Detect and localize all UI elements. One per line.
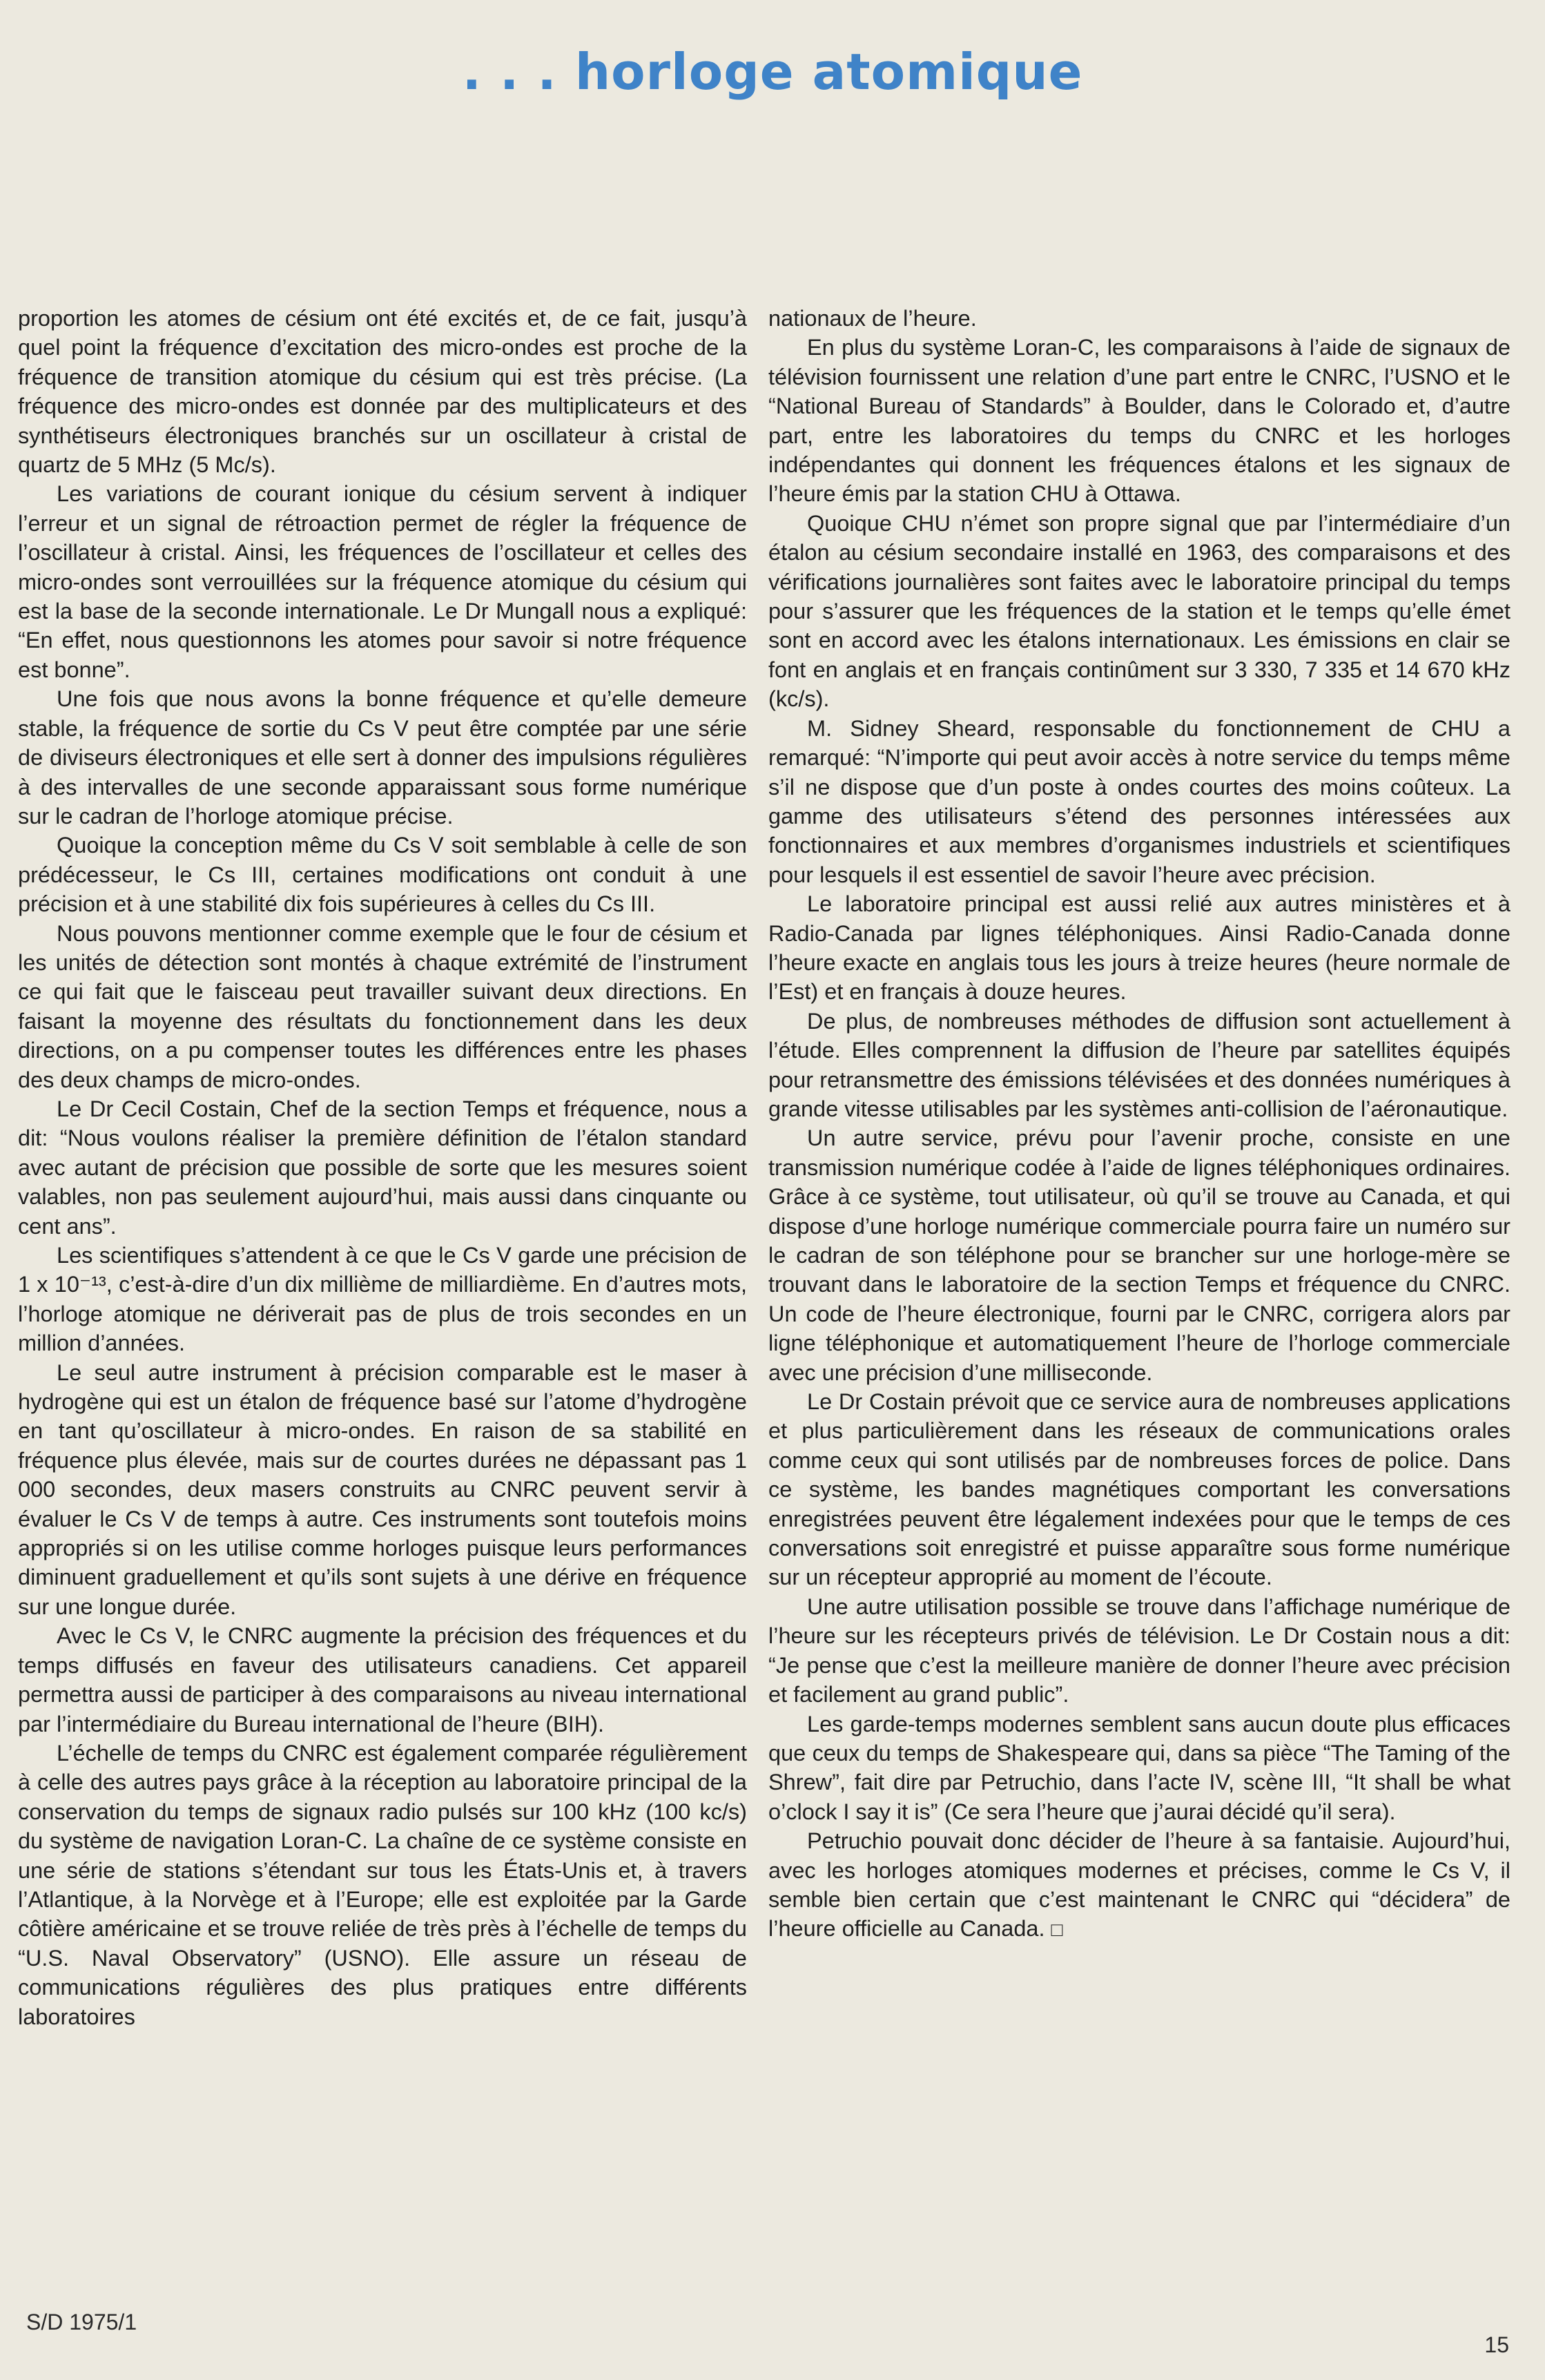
paragraph: Le Dr Cecil Costain, Chef de la section Temps et fréquence, nous a dit: “Nous voulons réaliser la première définition de l’étalon standard avec autant de précision que possible de sorte que les mesures soient valables, non pas seulement aujourd’hui, mais aussi dans cinquante ou cent ans”. bbox=[18, 1096, 747, 1239]
paragraph: Un autre service, prévu pour l’avenir proche, consiste en une transmission numérique codée à l’aide de lignes téléphoniques ordinaires. Grâce à ce système, tout utilisateur, où qu’il se trouve au Canada, et qui dispose d’une horloge numérique commerciale pourra faire un numéro sur le cadran de son téléphone pour se brancher sur une horloge-mère se trouvant dans le laboratoire de la section Temps et fréquence du CNRC. Un code de l’heure électronique, fourni par le CNRC, corrigera alors par ligne téléphonique et automatiquement l’heure de l’horloge commerciale avec une précision d’une milliseconde. bbox=[768, 1125, 1510, 1385]
paragraph: Les scientifiques s’attendent à ce que le Cs V garde une précision de 1 x 10⁻¹³, c’est-à-dire d’un dix millième de milliardième. En d’autres mots, l’horloge atomique ne dériverait pas de plus de trois secondes en un million d’années. bbox=[18, 1243, 747, 1356]
paragraph: nationaux de l’heure. bbox=[768, 306, 977, 331]
paragraph: Quoique CHU n’émet son propre signal que par l’intermédiaire d’un étalon au césium secondaire installé en 1963, des comparaisons et des vérifications journalières sont faites avec le laboratoire principal du temps pour s’assurer que les fréquences de la station et le temps qu’elle émet sont en accord avec les étalons internationaux. Les émissions en clair se font en anglais et en français continûment sur 3 330, 7 335 et 14 670 kHz (kc/s). bbox=[768, 510, 1510, 712]
paragraph: En plus du système Loran-C, les comparaisons à l’aide de signaux de télévision fournissent une relation d’une part entre le CNRC, l’USNO et le “National Bureau of Standards” à Boulder, dans le Colorado et, d’autre part, entre les laboratoires du temps du CNRC et les horloges indépendantes qui donnent les fréquences étalons et les signaux de l’heure émis par la station CHU à Ottawa. bbox=[768, 335, 1510, 507]
paragraph: Le seul autre instrument à précision comparable est le maser à hydrogène qui est un étalon de fréquence basé sur l’atome d’hydrogène en tant qu’oscillateur à micro-ondes. En raison de sa stabilité en fréquence plus élevée, mais sur de courtes durées ne dépassant pas 1 000 secondes, deux masers construits au CNRC peuvent servir à évaluer le Cs V de temps à autre. Ces instruments sont toutefois moins appropriés si on les utilise comme horloges puisque leurs performances diminuent graduellement et qu’ils sont sujets à une dérive en fréquence sur une longue durée. bbox=[18, 1360, 747, 1619]
page-number: 15 bbox=[1484, 2332, 1509, 2357]
paragraph: M. Sidney Sheard, responsable du fonctionnement de CHU a remarqué: “N’importe qui peut avoir accès à notre service du temps même s’il ne dispose que d’un poste à ondes courtes des moins coûteux. La gamme des utilisateurs s’étend des personnes intéressées aux fonctionnaires et aux membres d’organismes industriels et scientifiques pour lesquels il est essentiel de savoir l’heure avec précision. bbox=[768, 715, 1510, 887]
paragraph: De plus, de nombreuses méthodes de diffusion sont actuellement à l’étude. Elles comprennent la diffusion de l’heure par satellites équipés pour retransmettre des émissions télévisées et des données numériques à grande vitesse utilisables par les systèmes anti-collision de l’aéronautique. bbox=[768, 1008, 1510, 1121]
paragraph: Le Dr Costain prévoit que ce service aura de nombreuses applications et plus particulièrement dans les réseaux de communications orales comme ceux qui sont utilisés par de nombreuses forces de police. Dans ce système, les bandes magnétiques comportant les conversations enregistrées peuvent être légalement indexées pour que le temps de ces conversations soit enregistré et puisse apparaître sous forme numérique sur un récepteur approprié au moment de l’écoute. bbox=[768, 1389, 1510, 1590]
left-text-column bbox=[18, 304, 747, 2031]
final-paragraph bbox=[768, 1826, 1510, 1945]
paragraph: proportion les atomes de césium ont été excités et, de ce fait, jusqu’à quel point la fréquence d’excitation des micro-ondes est proche de la fréquence de transition atomique du césium qui est très précise. (La fréquence des micro-ondes est donnée par des multiplicateurs et des synthétiseurs électroniques branchés sur un oscillateur à cristal de quartz de 5 MHz (5 Mc/s). bbox=[18, 306, 747, 478]
paragraph-text: Petruchio pouvait donc décider de l’heure à sa fantaisie. Aujourd’hui, avec les horloges atomiques modernes et précises, comme le Cs V, il semble bien certain que c’est maintenant le CNRC qui “décidera” de l’heure officielle au Canada. bbox=[768, 1828, 1510, 1942]
paragraph: Une fois que nous avons la bonne fréquence et qu’elle demeure stable, la fréquence de sortie du Cs V peut être comptée par une série de diviseurs électroniques et elle sert à donner des impulsions régulières à des intervalles de une seconde apparaissant sous forme numérique sur le cadran de l’horloge atomique précise. bbox=[18, 686, 747, 829]
right-text-column bbox=[768, 304, 1510, 1945]
end-of-article-mark: □ bbox=[1051, 1919, 1063, 1941]
paragraph: L’échelle de temps du CNRC est également comparée régulièrement à celle des autres pays grâce à la réception au laboratoire principal de la conservation du temps de signaux radio pulsés sur 100 kHz (100 kc/s) du système de navigation Loran-C. La chaîne de ce système consiste en une série de stations s’étendant sur tous les États-Unis et, à travers l’Atlantique, à la Norvège et à l’Europe; elle est exploitée par la Garde côtière américaine et se trouve reliée de très près à l’échelle de temps du “U.S. Naval Observatory” (USNO). Elle assure un réseau de communications régulières des plus pratiques entre différents laboratoires bbox=[18, 1740, 747, 2029]
paragraph: Quoique la conception même du Cs V soit semblable à celle de son prédécesseur, le Cs III, certaines modifications ont conduit à une précision et à une stabilité dix fois supérieures à celles du Cs III. bbox=[18, 833, 747, 917]
paragraph: Le laboratoire principal est aussi relié aux autres ministères et à Radio-Canada par lignes téléphoniques. Ainsi Radio-Canada donne l’heure exacte en anglais tous les jours à treize heures (heure normale de l’Est) et en français à douze heures. bbox=[768, 891, 1510, 1005]
issue-label: S/D 1975/1 bbox=[26, 2310, 137, 2334]
paragraph: Les garde-temps modernes semblent sans aucun doute plus efficaces que ceux du temps de Shakespeare qui, dans sa pièce “The Taming of the Shrew”, fait dire par Petruchio, dans l’acte IV, scène III, “It shall be what o’clock I say it is” (Ce sera l’heure que j’aurai décidé qu’il sera). bbox=[768, 1711, 1510, 1824]
paragraph: Nous pouvons mentionner comme exemple que le four de césium et les unités de détection sont montés à chaque extrémité de l’instrument ce qui fait que le faisceau peut travailler suivant deux directions. En faisant la moyenne des résultats du fonctionnement dans les deux directions, on a pu compenser toutes les différences entre les phases des deux champs de micro-ondes. bbox=[18, 920, 747, 1092]
page-title: . . . horloge atomique bbox=[462, 43, 1083, 101]
paragraph: Une autre utilisation possible se trouve dans l’affichage numérique de l’heure sur les récepteurs privés de télévision. Le Dr Costain nous a dit: “Je pense que c’est la meilleure manière de donner l’heure avec précision et facilement au grand public”. bbox=[768, 1594, 1510, 1707]
paragraph: Avec le Cs V, le CNRC augmente la précision des fréquences et du temps diffusés en faveur des utilisateurs canadiens. Cet appareil permettra aussi de participer à des comparaisons au niveau international par l’intermédiaire du Bureau international de l’heure (BIH). bbox=[18, 1623, 747, 1736]
paragraph: Les variations de courant ionique du césium servent à indiquer l’erreur et un signal de rétroaction permet de régler la fréquence de l’oscillateur à cristal. Ainsi, les fréquences de l’oscillateur et celles des micro-ondes sont verrouillées sur la fréquence atomique du césium qui est la base de la seconde internationale. Le Dr Mungall nous a expliqué: “En effet, nous questionnons les atomes pour savoir si notre fréquence est bonne”. bbox=[18, 481, 747, 682]
